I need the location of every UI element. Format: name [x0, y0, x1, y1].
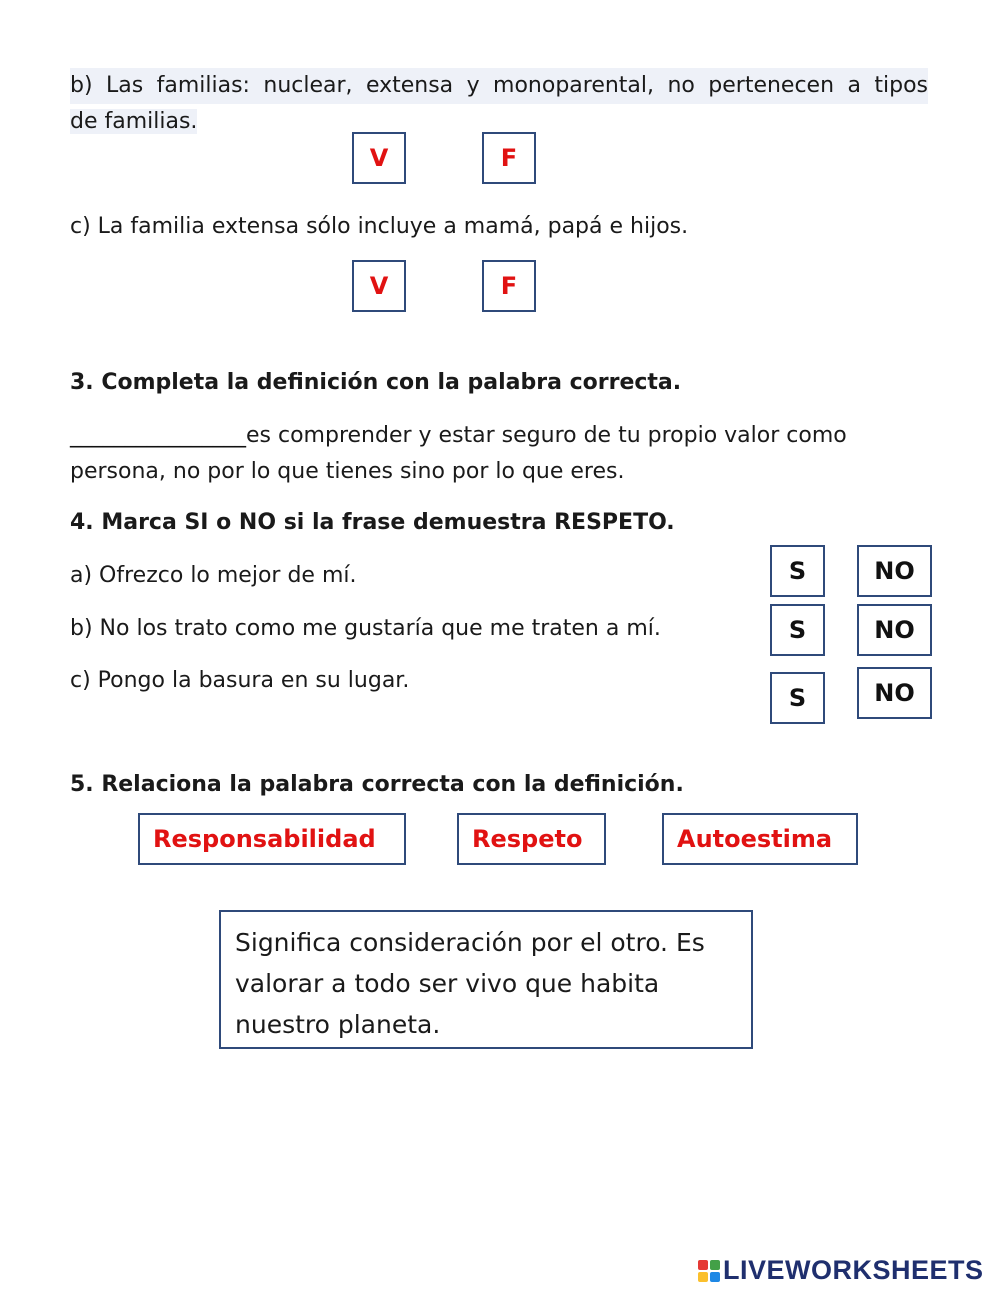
true-option-2c[interactable]: V	[352, 260, 406, 312]
false-option-2b[interactable]: F	[482, 132, 536, 184]
question-2c-text: c) La familia extensa sólo incluye a mamá, papá e hijos.	[70, 214, 689, 239]
false-option-2c[interactable]: F	[482, 260, 536, 312]
definition-drop-box[interactable]	[219, 910, 753, 1049]
definition-line-3: nuestro planeta.	[235, 1010, 441, 1039]
question-3-line2: persona, no por lo que tienes sino por lo que eres.	[70, 459, 625, 484]
definition-line-1: Significa consideración por el otro. Es	[235, 928, 705, 957]
definition-line-2: valorar a todo ser vivo que habita	[235, 969, 660, 998]
question-4-item-b: b) No los trato como me gustaría que me traten a mí.	[70, 616, 661, 641]
question-3-line1: ________________es comprender y estar seguro de tu propio valor como	[70, 423, 847, 448]
liveworksheets-logo-icon	[698, 1260, 720, 1282]
word-option-responsabilidad[interactable]: Responsabilidad	[138, 813, 406, 865]
word-option-autoestima[interactable]: Autoestima	[662, 813, 858, 865]
true-option-2b[interactable]: V	[352, 132, 406, 184]
no-option-4c[interactable]: NO	[857, 667, 932, 719]
no-option-4b[interactable]: NO	[857, 604, 932, 656]
question-5-heading: 5. Relaciona la palabra correcta con la definición.	[70, 772, 684, 797]
question-2b-line1: b) Las familias: nuclear, extensa y monoparental, no pertenecen a tipos	[70, 68, 928, 104]
definition-blank[interactable]: ________________	[70, 423, 246, 448]
liveworksheets-logo-text: LIVEWORKSHEETS	[723, 1255, 984, 1285]
question-4-heading: 4. Marca SI o NO si la frase demuestra RESPETO.	[70, 510, 675, 535]
yes-option-4a[interactable]: S	[770, 545, 825, 597]
yes-option-4b[interactable]: S	[770, 604, 825, 656]
word-option-respeto[interactable]: Respeto	[457, 813, 606, 865]
question-4-item-c: c) Pongo la basura en su lugar.	[70, 668, 410, 693]
liveworksheets-logo	[698, 1255, 984, 1286]
yes-option-4c[interactable]: S	[770, 672, 825, 724]
question-4-item-a: a) Ofrezco lo mejor de mí.	[70, 563, 357, 588]
question-2b-line2: de familias.	[70, 109, 198, 134]
no-option-4a[interactable]: NO	[857, 545, 932, 597]
question-3-heading: 3. Completa la definición con la palabra correcta.	[70, 370, 682, 395]
